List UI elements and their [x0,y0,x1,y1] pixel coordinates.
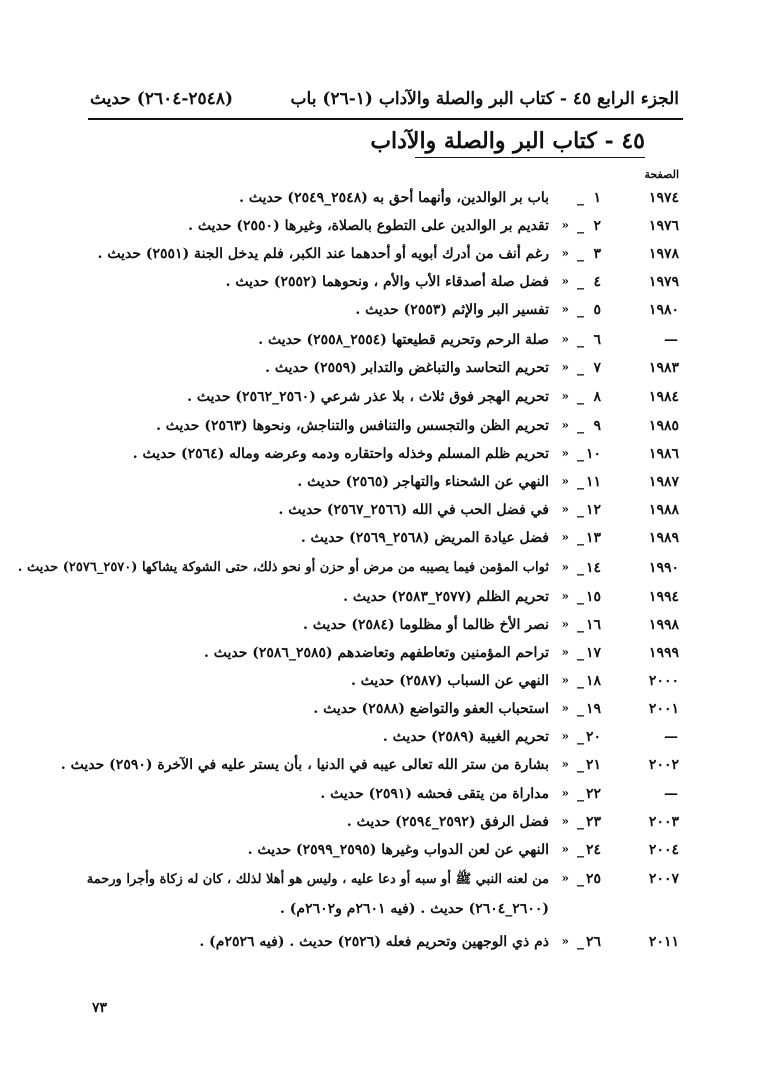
toc-entry-number: ٢٥ [585,871,601,887]
toc-entry-page: — [664,729,679,745]
toc-entry [0,442,765,470]
toc-entry-dash: _ [577,934,584,950]
toc-entry-title: رغم أنف من أدرك أبويه أو أحدهما عند الكبر، فلم يدخل الجنة (٢٥٥١) حديث . [97,246,549,262]
book-title: ٤٥ - كتاب البر والصلة والآداب [370,128,645,154]
toc-entry-dash: _ [577,418,584,434]
toc-entry-dash: _ [577,502,584,518]
toc-entry-number: ١٨ [585,673,601,689]
toc-entry-ditto: « [561,645,569,659]
toc-entry-dash: _ [577,701,584,717]
toc-entry-title: تحريم ظلم المسلم وخذله واحتقاره ودمه وعرضه وماله (٢٥٦٤) حديث . [132,446,549,462]
page-number: ٧٣ [92,1000,108,1016]
toc-entry-title: تراحم المؤمنين وتعاطفهم وتعاضدهم (٢٥٨٥_٢٥٨٦) حديث . [203,645,549,661]
toc-entry [0,810,765,838]
toc-entry [0,613,765,641]
toc-entry-dash: _ [577,560,584,576]
toc-entry [0,867,765,895]
toc-entry-ditto: « [561,302,569,316]
toc-entry-number: ٤ [593,274,601,290]
toc-entry [0,641,765,669]
toc-entry-title: تقديم بر الوالدين على التطوع بالصلاة، وغيرها (٢٥٥٠) حديث . [188,218,549,234]
toc-entry-number: ٢٤ [585,842,601,858]
toc-entry-dash: _ [577,302,584,318]
toc-entry-page: ٢٠٠٢ [648,757,679,773]
header-right: الجزء الرابع ٤٥ - كتاب البر والصلة والآداب (١-٢٦) باب [290,89,679,109]
toc-entry-title: ذم ذي الوجهين وتحريم فعله (٢٥٢٦) حديث . (فيه ٢٥٢٦م) . [199,934,549,950]
toc-entry-title: تحريم الغيبة (٢٥٨٩) حديث . [382,729,549,745]
toc-entry [0,186,765,214]
toc-entry-number: ٧ [593,360,601,376]
toc-entry-number: ٥ [593,302,601,318]
toc-entry-ditto: « [561,786,569,800]
toc-entry-title: من لعنه النبي ﷺ أو سبه أو دعا عليه ، وليس هو أهلا لذلك ، كان له زكاة وأجرا ورحمة [86,872,549,887]
toc-entry-page: ١٩٧٦ [648,218,679,234]
toc-entry-page: ١٩٨٧ [648,474,679,490]
toc-entry [0,669,765,697]
toc-entry-page: ١٩٧٨ [648,246,679,262]
toc-entry-title: تحريم الظلم (٢٥٧٧_٢٥٨٣) حديث . [343,589,549,605]
toc-entry-title: باب بر الوالدين، وأنهما أحق به (٢٥٤٨_٢٥٤٩) حديث . [239,190,549,206]
toc-entry-dash: _ [577,446,584,462]
toc-entry-title: فضل عيادة المريض (٢٥٦٨_٢٥٦٩) حديث . [300,530,549,546]
toc-entry-dash: _ [577,218,584,234]
toc-entry-ditto: « [561,218,569,232]
toc-entry-dash: _ [577,645,584,661]
toc-entry-title: النهي عن لعن الدواب وغيرها (٢٥٩٥_٢٥٩٩) حديث . [247,842,549,858]
toc-entry-number: ١٠ [585,446,601,462]
toc-entry-number: ٢ [593,218,601,234]
toc-entry-dash: _ [577,871,584,887]
toc-entry-ditto: « [561,502,569,516]
running-header [90,82,679,116]
toc-entry-ditto: « [561,530,569,544]
toc-entry-ditto: « [561,560,569,574]
toc-entry-number: ٢٦ [585,934,601,950]
toc-entry [0,725,765,753]
toc-entry [0,328,765,356]
toc-entry-page: ٢٠٠١ [648,701,679,717]
toc-entry [0,753,765,781]
toc-entry-ditto: « [561,871,569,885]
toc-entry [0,214,765,242]
toc-entry-title: النهي عن الشحناء والتهاجر (٢٥٦٥) حديث . [297,474,549,490]
toc-entry [0,242,765,270]
toc-entry-page: ١٩٨٥ [648,418,679,434]
toc-entry-ditto: « [561,274,569,288]
toc-entry-title: في فضل الحب في الله (٢٥٦٦_٢٥٦٧) حديث . [278,502,549,518]
toc-entry-number: ٣ [593,246,601,262]
toc-entry-ditto: « [561,757,569,771]
toc-entry-ditto: « [561,729,569,743]
toc-entry-ditto: « [561,701,569,715]
toc-entry-dash: _ [577,786,584,802]
toc-entry-number: ٢١ [585,757,601,773]
toc-entry-ditto: « [561,446,569,460]
toc-entry-title: تحريم الظن والتجسس والتنافس والتناجش، ونحوها (٢٥٦٣) حديث . [156,418,549,434]
toc-entry-page: ١٩٩٨ [648,617,679,633]
header-left: (٢٥٤٨-٢٦٠٤) حديث [90,89,233,109]
toc-entry-title: ثواب المؤمن فيما يصيبه من مرض أو حزن أو نحو ذلك، حتى الشوكة يشاكها (٢٥٧٠_٢٥٧٦) حديث . [17,560,549,575]
toc-entry-number: ١٩ [585,701,601,717]
toc-entry-page: ١٩٨٤ [648,389,679,405]
toc-entry-title: مداراة من يتقى فحشه (٢٥٩١) حديث . [320,786,549,802]
toc-entry [0,838,765,866]
toc-entry-title: فضل الرفق (٢٥٩٢_٢٥٩٤) حديث . [346,814,549,830]
toc-entry [0,356,765,384]
toc-entry-number: ١١ [585,474,601,490]
toc-entry-title: تحريم الهجر فوق ثلاث ، بلا عذر شرعي (٢٥٦٠_٢٥٦٢) حديث . [187,389,549,405]
toc-entry-number: ٢٢ [585,786,601,802]
toc-entry-dash: _ [577,332,584,348]
toc-entry-page: ١٩٨٣ [648,360,679,376]
toc-entry-number: ١ [593,190,601,206]
toc-entry-dash: _ [577,842,584,858]
toc-entry [0,930,765,958]
toc-entry [0,270,765,298]
toc-entry-title: تفسير البر والإثم (٢٥٥٣) حديث . [355,302,549,318]
toc-entry-ditto: « [561,617,569,631]
toc-entry-number: ٩ [593,418,601,434]
toc-entry [0,498,765,526]
toc-entry-title: (٢٦٠٠_٢٦٠٤) حديث . (فيه ٢٦٠١م و٢٦٠٢م) . [280,901,549,917]
toc-entry-page: ١٩٨٨ [648,502,679,518]
toc-entry-title: النهي عن السباب (٢٥٨٧) حديث . [350,673,549,689]
toc-entry-title: بشارة من ستر الله تعالى عيبه في الدنيا ، بأن يستر عليه في الآخرة (٢٥٩٠) حديث . [60,757,549,773]
toc-entry-dash: _ [577,274,584,290]
toc-entry-number: ٢٠ [585,729,601,745]
toc-entry-dash: _ [577,814,584,830]
table-of-contents [0,186,765,986]
toc-entry-number: ١٦ [585,617,601,633]
toc-entry [0,897,765,925]
toc-entry-dash: _ [577,246,584,262]
toc-entry-number: ٨ [593,389,601,405]
toc-entry [0,414,765,442]
toc-entry [0,470,765,498]
toc-entry-number: ١٢ [585,502,601,518]
toc-entry-ditto: « [561,814,569,828]
toc-entry-number: ١٣ [585,530,601,546]
toc-entry-number: ١٤ [585,560,601,576]
toc-entry-page: ١٩٨٠ [648,302,679,318]
toc-entry [0,697,765,725]
toc-entry-number: ٦ [593,332,601,348]
toc-entry-page: — [664,332,679,348]
toc-entry-ditto: « [561,389,569,403]
toc-entry-dash: _ [577,190,584,206]
toc-entry-page: ٢٠١١ [648,934,679,950]
toc-entry-page: — [664,786,679,802]
toc-entry-title: نصر الأخ ظالما أو مظلوما (٢٥٨٤) حديث . [303,617,549,633]
toc-entry-page: ١٩٩٤ [648,589,679,605]
toc-entry-dash: _ [577,617,584,633]
toc-entry-dash: _ [577,389,584,405]
toc-entry [0,298,765,326]
toc-entry-page: ٢٠٠٠ [648,673,679,689]
toc-entry-number: ١٧ [585,645,601,661]
toc-entry-dash: _ [577,757,584,773]
toc-entry-title: استحباب العفو والتواضع (٢٥٨٨) حديث . [313,701,549,717]
toc-entry-page: ١٩٨٩ [648,530,679,546]
toc-entry-page: ١٩٧٩ [648,274,679,290]
toc-entry-dash: _ [577,530,584,546]
toc-entry-ditto: « [561,589,569,603]
toc-entry-page: ١٩٩٩ [648,645,679,661]
toc-entry-number: ٢٣ [585,814,601,830]
toc-entry-ditto: « [561,332,569,346]
toc-entry-ditto: « [561,842,569,856]
toc-entry-ditto: « [561,934,569,948]
header-rule [88,118,683,120]
toc-entry-dash: _ [577,729,584,745]
title-underline [415,157,645,158]
toc-entry-ditto: « [561,360,569,374]
toc-entry-title: تحريم التحاسد والتباغض والتدابر (٢٥٥٩) حديث . [265,360,549,376]
toc-entry [0,526,765,554]
toc-entry [0,556,765,584]
toc-entry-page: ١٩٩٠ [648,560,679,576]
toc-entry-dash: _ [577,474,584,490]
toc-entry-dash: _ [577,589,584,605]
toc-entry-page: ٢٠٠٤ [648,842,679,858]
toc-entry-ditto: « [561,673,569,687]
toc-entry [0,782,765,810]
page-column-label: الصفحة [644,168,679,181]
toc-entry-page: ٢٠٠٧ [648,871,679,887]
toc-entry-page: ١٩٨٦ [648,446,679,462]
toc-entry-dash: _ [577,360,584,376]
toc-entry-page: ١٩٧٤ [648,190,679,206]
toc-entry-title: صلة الرحم وتحريم قطيعتها (٢٥٥٤_٢٥٥٨) حديث . [258,332,549,348]
toc-entry-number: ١٥ [585,589,601,605]
toc-entry-page: ٢٠٠٣ [648,814,679,830]
toc-entry-ditto: « [561,418,569,432]
toc-entry [0,385,765,413]
toc-entry-dash: _ [577,673,584,689]
toc-entry-title: فضل صلة أصدقاء الأب والأم ، ونحوهما (٢٥٥٢) حديث . [225,274,549,290]
toc-entry [0,585,765,613]
toc-entry-ditto: « [561,246,569,260]
toc-entry-ditto: « [561,474,569,488]
